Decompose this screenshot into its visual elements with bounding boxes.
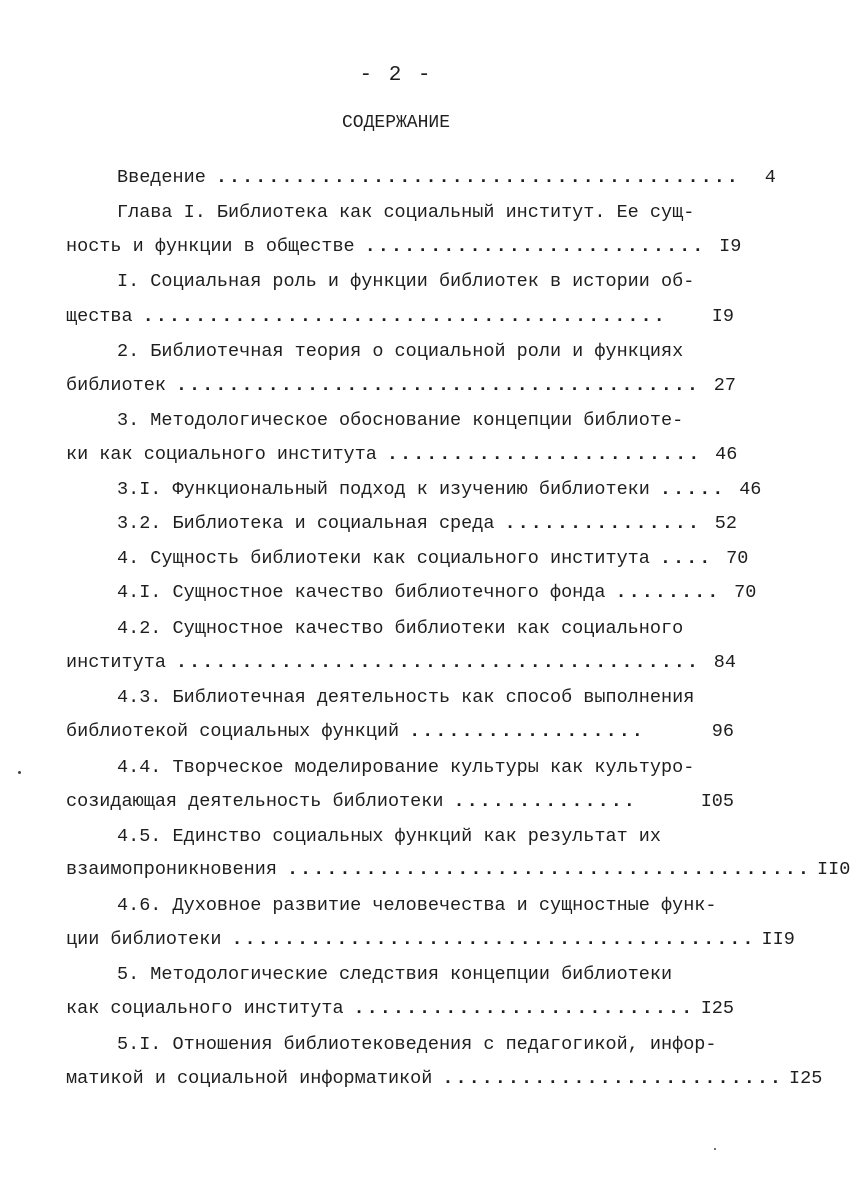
toc-entry-section-4-6-cont <box>66 927 795 953</box>
toc-entry-section-5-1 <box>117 1032 734 1058</box>
toc-entry-text: 5.I. Отношения библиотековедения с педагогикой, инфор- <box>117 1034 717 1055</box>
toc-dot-leader: ........................................ <box>215 167 740 188</box>
toc-entry-text: как социального института <box>66 998 344 1019</box>
toc-entry-section-4-3-cont <box>66 719 734 745</box>
toc-entry-text: 3. Методологическое обоснование концепции библиоте- <box>117 410 684 431</box>
toc-entry-text: 4.2. Сущностное качество библиотеки как социального <box>117 618 684 639</box>
toc-entry-text: созидающая деятельность библиотеки <box>66 791 444 812</box>
toc-page-number: I25 <box>700 998 734 1019</box>
toc-entry-section-2-cont <box>66 373 734 399</box>
toc-entry-text: 4.3. Библиотечная деятельность как способ выполнения <box>117 687 695 708</box>
toc-page-number: II0 <box>817 859 850 880</box>
toc-entry-section-4-5 <box>117 824 734 850</box>
toc-entry-text: библиотекой социальных функций <box>66 721 400 742</box>
toc-entry-section-5-1-cont <box>66 1066 823 1092</box>
toc-entry-introduction <box>117 165 776 191</box>
toc-entry-text: ции библиотеки <box>66 929 222 950</box>
toc-entry-section-5-cont <box>66 996 734 1022</box>
toc-entry-text: 2. Библиотечная теория о социальной роли и функциях <box>117 341 684 362</box>
toc-entry-text: института <box>66 652 166 673</box>
toc-dot-leader: ........ <box>615 582 721 603</box>
toc-dot-leader: .......................... <box>442 1068 784 1089</box>
toc-entry-text: 3.I. Функциональный подход к изучению библиотеки <box>117 479 650 500</box>
toc-entry-text: 4. Сущность библиотеки как социального института <box>117 548 650 569</box>
toc-entry-chapter-1 <box>117 200 734 226</box>
toc-entry-section-3-2 <box>117 511 737 537</box>
toc-entry-section-1-cont <box>66 304 734 330</box>
toc-entry-text: Глава I. Библиотека как социальный институт. Ее сущ- <box>117 202 695 223</box>
toc-dot-leader: ........................ <box>386 444 702 465</box>
toc-page-number: I25 <box>789 1068 823 1089</box>
toc-dot-leader: ........................................ <box>175 375 700 396</box>
toc-entry-text: библиотек <box>66 375 166 396</box>
toc-dot-leader: .......................... <box>364 236 706 257</box>
toc-entry-section-4-2 <box>117 616 734 642</box>
toc-entry-text: 5. Методологические следствия концепции библиотеки <box>117 964 673 985</box>
toc-entry-text: ность и функции в обществе <box>66 236 355 257</box>
toc-dot-leader: ........................................ <box>175 652 700 673</box>
toc-dot-leader: .............. <box>453 791 637 812</box>
toc-entry-section-4-3 <box>117 685 734 711</box>
toc-entry-text: 4.I. Сущностное качество библиотечного фонда <box>117 582 606 603</box>
toc-entry-text: Введение <box>117 167 206 188</box>
toc-page-number: I9 <box>719 236 742 257</box>
toc-heading: СОДЕРЖАНИЕ <box>341 113 451 133</box>
toc-entry-text: 4.6. Духовное развитие человечества и сущностные функ- <box>117 895 717 916</box>
toc-entry-section-4-1 <box>117 580 757 606</box>
toc-entry-section-3-1 <box>117 477 762 503</box>
toc-entry-section-1 <box>117 269 734 295</box>
toc-entry-section-4-4 <box>117 755 734 781</box>
toc-entry-text: взаимопроникновения <box>66 859 277 880</box>
scan-speck <box>714 1148 716 1150</box>
toc-page-number: 70 <box>726 548 749 569</box>
toc-dot-leader: ............... <box>504 513 701 534</box>
toc-page-number: 96 <box>711 721 734 742</box>
toc-dot-leader: ........................................ <box>231 929 756 950</box>
toc-entry-text: 4.4. Творческое моделирование культуры как культуро- <box>117 757 695 778</box>
toc-entry-section-4-6 <box>117 893 734 919</box>
toc-dot-leader: ........................................ <box>142 306 667 327</box>
toc-dot-leader: .......................... <box>353 998 695 1019</box>
toc-entry-text: матикой и социальной информатикой <box>66 1068 433 1089</box>
toc-entry-text: 4.5. Единство социальных функций как результат их <box>117 826 661 847</box>
toc-page-number: 4 <box>764 167 776 188</box>
toc-dot-leader: ..... <box>659 479 726 500</box>
toc-entry-text: 3.2. Библиотека и социальная среда <box>117 513 495 534</box>
toc-entry-text: щества <box>66 306 133 327</box>
toc-page-number: I05 <box>700 791 734 812</box>
toc-page-number: 46 <box>715 444 738 465</box>
toc-entry-section-2 <box>117 339 734 365</box>
toc-entry-section-4 <box>117 546 749 572</box>
toc-entry-section-4-2-cont <box>66 650 734 676</box>
toc-page-number: 52 <box>714 513 737 534</box>
toc-dot-leader: .... <box>659 548 713 569</box>
toc-page-number: 70 <box>734 582 757 603</box>
toc-page-number: 46 <box>739 479 762 500</box>
toc-entry-section-4-4-cont <box>66 789 734 815</box>
toc-entry-section-4-5-cont <box>66 857 850 883</box>
toc-entry-text: I. Социальная роль и функции библиотек в истории об- <box>117 271 695 292</box>
toc-entry-chapter-1-cont <box>66 234 742 260</box>
toc-dot-leader: ........................................ <box>286 859 812 880</box>
toc-entry-section-3-cont <box>66 442 738 468</box>
toc-page-number: 27 <box>713 375 736 396</box>
toc-entry-section-5 <box>117 962 734 988</box>
toc-page-number: II9 <box>761 929 795 950</box>
toc-page-number: I9 <box>711 306 734 327</box>
scan-speck <box>18 771 21 774</box>
page-number: - 2 - <box>359 64 433 87</box>
toc-dot-leader: .................. <box>409 721 645 742</box>
toc-entry-text: ки как социального института <box>66 444 377 465</box>
toc-entry-section-3 <box>117 408 734 434</box>
toc-page-number: 84 <box>713 652 736 673</box>
